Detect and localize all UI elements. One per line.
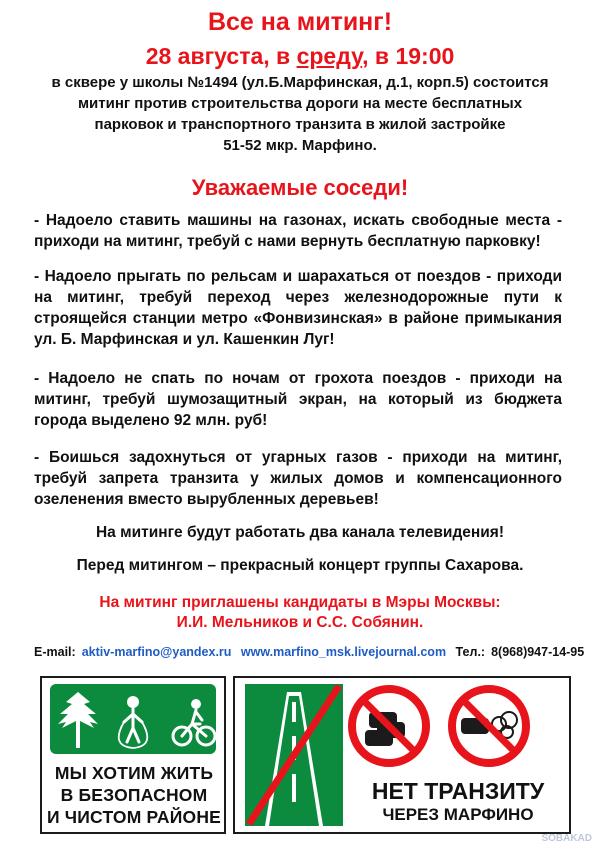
cyclist-icon [173, 699, 215, 745]
greeting-red: Уважаемые [191, 175, 318, 200]
child-jumping-icon [119, 696, 148, 748]
intro-line: 51-52 мкр. Марфино. [223, 137, 377, 154]
email-link[interactable]: aktiv-marfino@yandex.ru [81, 645, 232, 659]
paragraph-parking: - Надоело ставить машины на газонах, искать свободные места - приходи на митинг, требуй с нами вернуть бесплатную парковку! [34, 212, 562, 250]
greeting [0, 175, 600, 201]
concert-announcement: Перед митингом – прекрасный концерт группы Сахарова. [76, 557, 524, 574]
date-suffix: , в 19:00 [362, 43, 455, 69]
watermark: SOBAKAD [541, 833, 592, 844]
green-sign-box [50, 684, 216, 754]
paragraph-noise: - Надоело не спать по ночам от грохота поездов - приходи на митинг, требуй шумозащитный экран, на который из бюджета города выделено 92 млн. руб! [34, 370, 562, 429]
sign-line: МЫ ХОТИМ ЖИТЬ [54, 763, 214, 783]
tv-announcement: На митинге будут работать два канала телевидения! [95, 524, 504, 541]
safe-district-sign [40, 676, 226, 834]
intro-text [30, 72, 570, 156]
paragraph-transit: - Боишься задохнуться от угарных газов - приходи на митинг, требуй запрета транзита у жилых домов и компенсационного озеленения вместо вырубленных деревьев! [34, 449, 562, 508]
tree-icon [58, 692, 98, 748]
candidates-line: На митинг приглашены кандидаты в Мэры Москвы: [99, 594, 501, 611]
candidates-invite [0, 593, 600, 633]
intro-line: в сквере у школы №1494 (ул.Б.Марфинская, д.1, корп.5) состоится [51, 74, 549, 91]
no-traffic-jam-icon [352, 689, 426, 763]
no-transit-heading: НЕТ ТРАНЗИТУ [371, 778, 545, 804]
sign-line: И ЧИСТОМ РАЙОНЕ [46, 807, 222, 827]
no-transit-subheading: ЧЕРЕЗ МАРФИНО [382, 805, 534, 824]
no-transit-sign [233, 676, 571, 834]
crossed-road-icon [245, 684, 343, 826]
event-date [0, 43, 600, 70]
paragraph-crossing: - Надоело прыгать по рельсам и шарахаться от поездов - приходи на митинг, требуй переход через железнодорожные пути к строящейся станции метро «Фонвизинская» в районе примыкания ул. Б. Марфинская и ул. Кашенкин Луг! [34, 268, 562, 348]
date-prefix: 28 августа, в [145, 43, 297, 69]
contacts-row [34, 645, 585, 659]
sign-line: В БЕЗОПАСНОМ [60, 785, 208, 805]
phone-label: Тел.: [455, 645, 486, 659]
greeting-rest: соседи! [317, 175, 409, 200]
phone-number: 8(968)947-14-95 [491, 645, 585, 659]
no-exhaust-icon [452, 689, 526, 763]
intro-line: парковок и транспортного транзита в жилой застройке [94, 116, 506, 133]
poster-title: Все на митинг! [207, 8, 393, 36]
safe-district-text [46, 762, 222, 828]
candidates-names: И.И. Мельников и С.С. Собянин. [176, 614, 424, 631]
website-link[interactable]: www.marfino_msk.livejournal.com [240, 645, 447, 659]
intro-line: митинг против строительства дороги на месте бесплатных [77, 95, 523, 112]
date-day: среду [296, 43, 363, 69]
email-label: E-mail: [34, 645, 76, 659]
